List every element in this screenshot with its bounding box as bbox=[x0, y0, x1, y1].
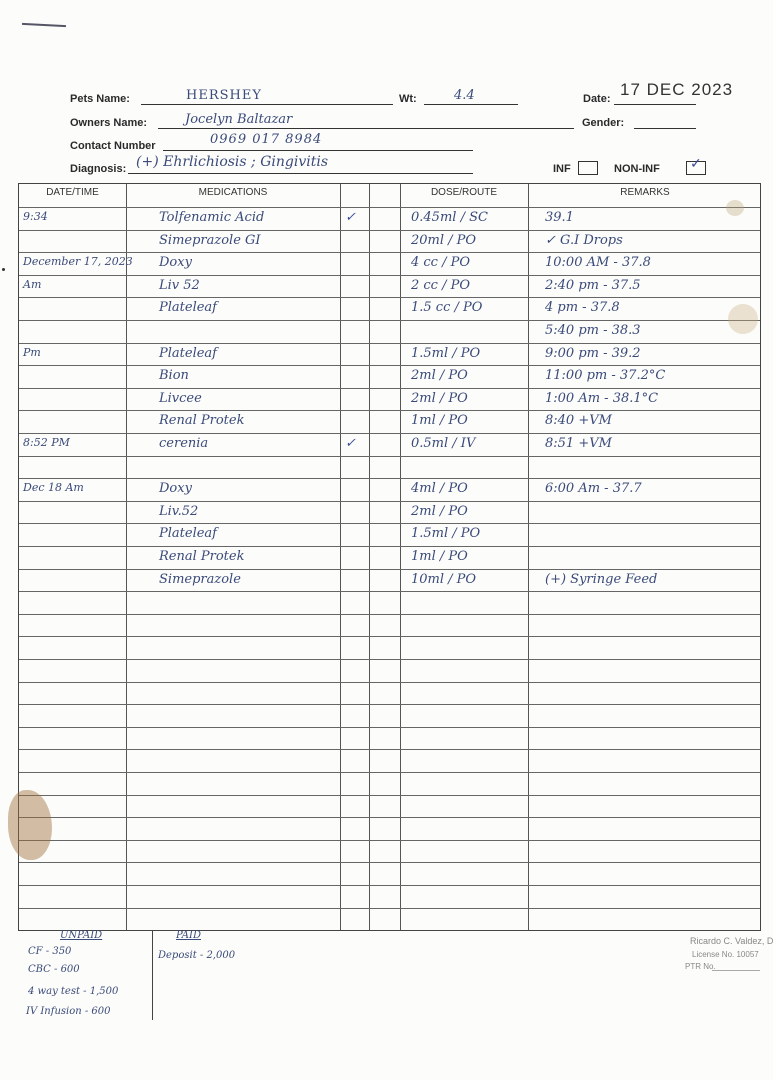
stamp-license: License No. 10057 bbox=[692, 950, 759, 959]
gender-line bbox=[634, 128, 696, 129]
row-line bbox=[19, 433, 760, 434]
unpaid-item: IV Infusion - 600 bbox=[26, 1006, 111, 1017]
owners-name-value: Jocelyn Baltazar bbox=[185, 112, 293, 127]
cell-dose: 2ml / PO bbox=[411, 390, 468, 406]
stamp-name: Ricardo C. Valdez, D bbox=[690, 936, 773, 946]
wt-value: 4.4 bbox=[454, 88, 475, 103]
cell-dose: 2ml / PO bbox=[411, 503, 468, 519]
cell-check: ✓ bbox=[345, 436, 356, 451]
cell-remarks: 6:00 Am - 37.7 bbox=[545, 481, 642, 497]
row-line bbox=[19, 365, 760, 366]
cell-dose: 2ml / PO bbox=[411, 368, 468, 384]
cell-date: 8:52 PM bbox=[23, 436, 70, 449]
cell-remarks: 39.1 bbox=[545, 210, 574, 225]
cell-med: Liv 52 bbox=[159, 277, 200, 293]
row-line bbox=[19, 275, 760, 276]
row-line bbox=[19, 456, 760, 457]
unpaid-item: 4 way test - 1,500 bbox=[28, 986, 119, 997]
row-line bbox=[19, 523, 760, 524]
billing-divider bbox=[152, 930, 153, 1020]
row-line bbox=[19, 704, 760, 705]
cell-med: Doxy bbox=[159, 481, 192, 497]
row-line bbox=[19, 840, 760, 841]
date-line bbox=[614, 104, 696, 105]
row-line bbox=[19, 659, 760, 660]
cell-med: Doxy bbox=[159, 255, 192, 271]
row-line bbox=[19, 297, 760, 298]
contact-label: Contact Number bbox=[70, 140, 156, 152]
treatment-table bbox=[18, 183, 761, 931]
cell-date: 9:34 bbox=[23, 210, 48, 223]
cell-med: cerenia bbox=[159, 436, 209, 451]
row-line bbox=[19, 749, 760, 750]
wt-line bbox=[424, 104, 518, 105]
gender-label: Gender: bbox=[582, 117, 625, 129]
row-line bbox=[19, 252, 760, 253]
cell-remarks: 10:00 AM - 37.8 bbox=[545, 255, 651, 271]
row-line bbox=[19, 682, 760, 683]
cell-dose: 2 cc / PO bbox=[411, 277, 471, 293]
cell-remarks: 4 pm - 37.8 bbox=[545, 300, 620, 316]
cell-dose: 4 cc / PO bbox=[411, 255, 471, 271]
cell-med: Plateleaf bbox=[159, 345, 217, 361]
contact-value: 0969 017 8984 bbox=[210, 132, 323, 147]
cell-date: Dec 18 Am bbox=[23, 481, 84, 495]
row-line bbox=[19, 908, 760, 909]
cell-med: Plateleaf bbox=[159, 526, 217, 542]
cell-remarks: 2:40 pm - 37.5 bbox=[545, 277, 641, 293]
row-line bbox=[19, 410, 760, 411]
cell-remarks: ✓ G.I Drops bbox=[545, 232, 623, 248]
row-line bbox=[19, 501, 760, 502]
row-line bbox=[19, 320, 760, 321]
cell-remarks: 5:40 pm - 38.3 bbox=[545, 323, 641, 338]
cell-dose: 10ml / PO bbox=[411, 571, 477, 587]
row-line bbox=[19, 546, 760, 547]
noninf-label: NON-INF bbox=[614, 163, 660, 175]
cell-dose: 1ml / PO bbox=[411, 549, 468, 564]
contact-line bbox=[163, 150, 473, 151]
row-line bbox=[19, 614, 760, 615]
noninf-check-icon: ✓ bbox=[690, 155, 702, 171]
margin-dot bbox=[2, 268, 5, 271]
cell-med: Plateleaf bbox=[159, 300, 217, 316]
col-header-dose: DOSE/ROUTE bbox=[430, 187, 498, 198]
owners-name-line bbox=[158, 128, 574, 129]
pets-name-line bbox=[141, 104, 393, 105]
deposit-note: Deposit - 2,000 bbox=[158, 950, 236, 961]
cell-remarks: 8:51 +VM bbox=[545, 436, 612, 451]
col-header-medications: MEDICATIONS bbox=[198, 187, 268, 198]
row-line bbox=[19, 862, 760, 863]
diagnosis-label: Diagnosis: bbox=[70, 163, 127, 175]
row-line bbox=[19, 478, 760, 479]
cell-date: Am bbox=[23, 277, 42, 291]
cell-med: Tolfenamic Acid bbox=[159, 210, 265, 225]
unpaid-label: UNPAID bbox=[60, 930, 103, 941]
cell-remarks: (+) Syringe Feed bbox=[545, 571, 658, 587]
unpaid-item: CF - 350 bbox=[28, 946, 72, 957]
cell-med: Renal Protek bbox=[159, 549, 245, 564]
paper-stain bbox=[726, 200, 744, 216]
date-stamp: 17 DEC 2023 bbox=[620, 80, 734, 99]
inf-checkbox bbox=[578, 161, 598, 175]
row-line bbox=[19, 591, 760, 592]
row-line bbox=[19, 207, 760, 208]
date-label: Date: bbox=[583, 93, 611, 105]
row-line bbox=[19, 885, 760, 886]
pets-name-label: Pets Name: bbox=[70, 93, 130, 105]
pets-name-value: HERSHEY bbox=[186, 88, 262, 103]
cell-med: Liv.52 bbox=[159, 503, 199, 519]
cell-remarks: 11:00 pm - 37.2°C bbox=[545, 368, 666, 384]
row-line bbox=[19, 772, 760, 773]
stamp-ptr-line bbox=[712, 970, 760, 971]
cell-med: Renal Protek bbox=[159, 413, 245, 429]
diagnosis-line bbox=[128, 173, 473, 174]
cell-dose: 20ml / PO bbox=[411, 232, 477, 248]
cell-med: Simeprazole GI bbox=[159, 232, 261, 248]
row-line bbox=[19, 727, 760, 728]
diagnosis-value: (+) Ehrlichiosis ; Gingivitis bbox=[136, 154, 329, 170]
cell-dose: 1.5 cc / PO bbox=[411, 300, 483, 316]
cell-dose: 1ml / PO bbox=[411, 413, 468, 429]
row-line bbox=[19, 569, 760, 570]
cell-dose: 0.45ml / SC bbox=[411, 210, 488, 225]
row-line bbox=[19, 636, 760, 637]
cell-remarks: 1:00 Am - 38.1°C bbox=[545, 390, 659, 406]
cell-remarks: 8:40 +VM bbox=[545, 413, 612, 429]
col-header-datetime: DATE/TIME bbox=[46, 187, 99, 198]
row-line bbox=[19, 795, 760, 796]
cell-check: ✓ bbox=[345, 210, 356, 225]
row-line bbox=[19, 388, 760, 389]
owners-name-label: Owners Name: bbox=[70, 117, 148, 129]
cell-dose: 1.5ml / PO bbox=[411, 526, 481, 542]
cell-med: Livcee bbox=[159, 390, 202, 406]
cell-dose: 0.5ml / IV bbox=[411, 436, 476, 451]
inf-label: INF bbox=[553, 163, 571, 175]
unpaid-item: CBC - 600 bbox=[28, 964, 80, 975]
corner-mark bbox=[22, 23, 66, 27]
cell-date: Pm bbox=[23, 345, 41, 359]
stamp-ptr: PTR No. bbox=[685, 962, 716, 971]
row-line bbox=[19, 230, 760, 231]
cell-dose: 1.5ml / PO bbox=[411, 345, 481, 361]
row-line bbox=[19, 343, 760, 344]
paid-label: PAID bbox=[176, 930, 201, 941]
row-line bbox=[19, 817, 760, 818]
cell-remarks: 9:00 pm - 39.2 bbox=[545, 345, 641, 361]
wt-label: Wt: bbox=[399, 93, 417, 105]
cell-med: Bion bbox=[159, 368, 189, 384]
paper-stain bbox=[728, 304, 758, 334]
cell-date: December 17, 2023 bbox=[23, 255, 133, 269]
col-header-remarks: REMARKS bbox=[620, 187, 670, 198]
cell-med: Simeprazole bbox=[159, 571, 241, 587]
cell-dose: 4ml / PO bbox=[411, 481, 468, 497]
